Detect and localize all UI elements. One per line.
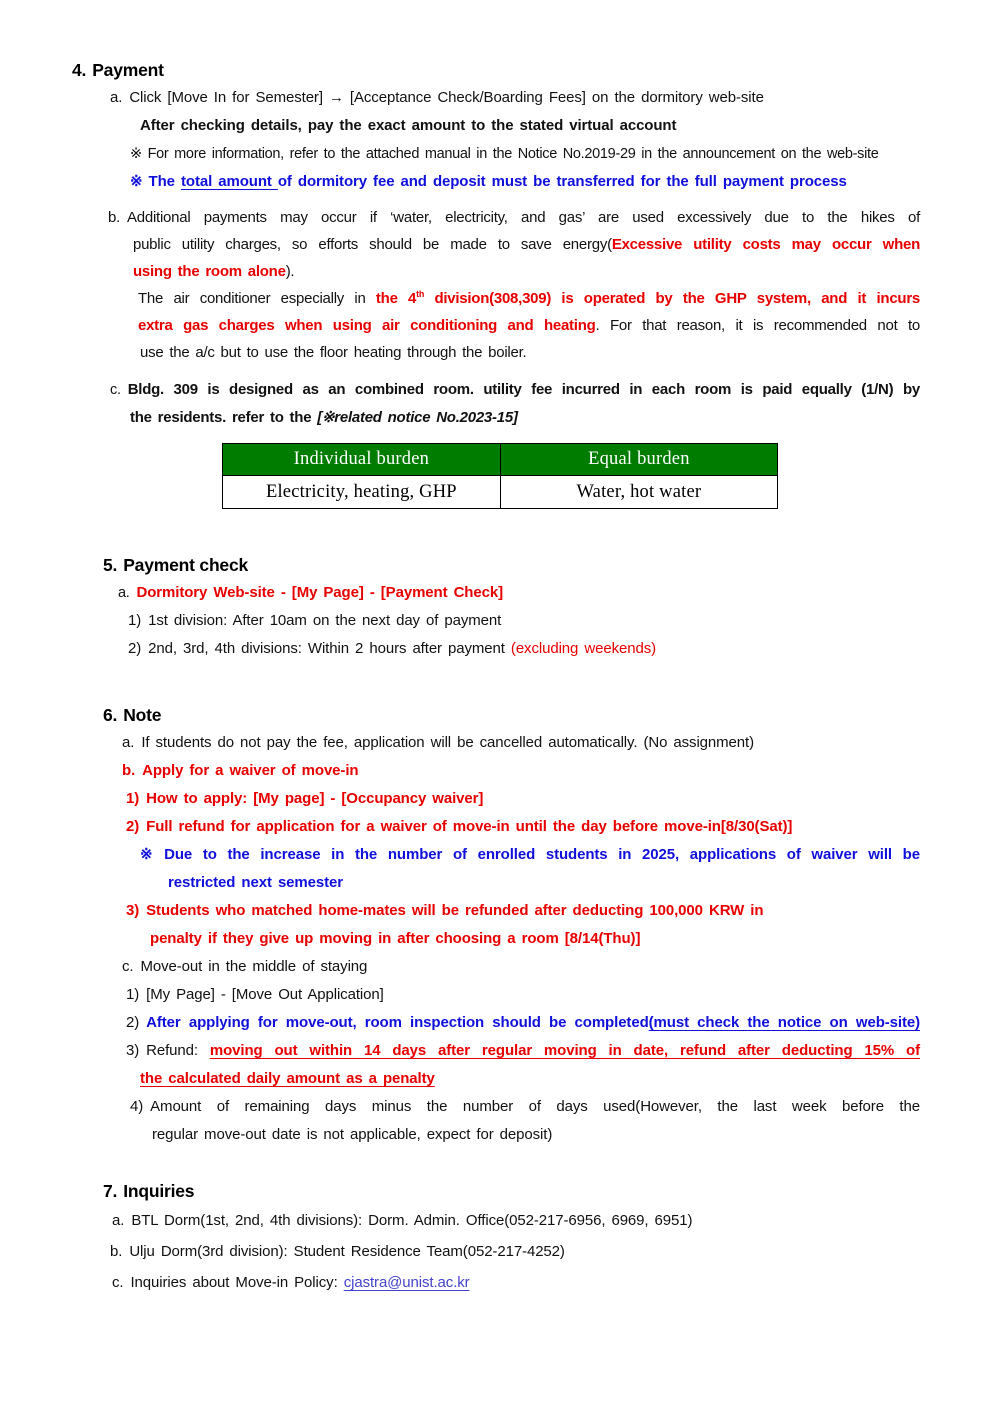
note-item-b3-line1: 3) Students who matched home-mates will be refunded after deducting 100,000 KRW in [126,902,764,919]
section-7-number: 7. [103,1181,118,1201]
section-7-heading [103,1177,920,1205]
inquiries-item-b: b. Ulju Dorm(3rd division): Student Residence Team(052-217-4252) [110,1243,565,1260]
note-item-c: c. Move-out in the middle of staying [122,958,368,975]
item-label: a. [110,89,123,106]
note-item-c4-line2: regular move-out date is not applicable, expect for deposit) [152,1126,553,1143]
section-5-title: Payment check [123,555,249,575]
section-6-heading [103,701,920,729]
payment-item-a-bold-note: After checking details, pay the exact amount to the stated virtual account [140,117,677,134]
item-label: 1) [126,986,140,1003]
table-header-row [223,444,778,476]
payment-check-item-1: 1) 1st division: After 10am on the next day of payment [128,612,502,629]
item-label: c. [112,1274,124,1291]
section-4-number: 4. [72,60,87,80]
section-6-title: Note [123,705,162,725]
payment-item-b-line2: public utility charges, so efforts should be made to save energy(Excessive utility costs may occur when [133,236,920,253]
note-item-c2: 2) After applying for move-out, room inspection should be completed(must check the notice on web-site) [126,1014,920,1031]
payment-item-a [110,84,920,112]
section-4-title: Payment [92,60,164,80]
item-label: b. [108,209,121,226]
payment-item-b-line5: extra gas charges when using air conditioning and heating. For that reason, it is recommended not to [138,317,920,334]
payment-item-c-line2: the residents. refer to the [※related notice No.2023-15] [130,409,518,426]
item-label: 1) [128,612,142,629]
item-label: 2) [128,640,142,657]
payment-item-b-line1: b. Additional payments may occur if ‘water, electricity, and gas’ are used excessively due to the hikes of [108,209,920,226]
note-item-b2: 2) Full refund for application for a waiver of move-in until the day before move-in[8/30(Sat)] [126,818,793,835]
note-item-c3-line2: the calculated daily amount as a penalty [140,1070,435,1087]
underlined-total-amount: total amount [180,173,278,190]
note-waiver-restriction-line2: restricted next semester [168,874,344,891]
note-item-c1: 1) [My Page] - [Move Out Application] [126,986,384,1003]
note-waiver-restriction-line1: ※ Due to the increase in the number of enrolled students in 2025, applications of waiver will be [140,846,920,863]
table-header-equal-burden: Equal burden [500,444,777,476]
item-label: a. [122,734,135,751]
reference-mark: ※ [140,846,158,863]
table-cell-equal: Water, hot water [500,476,777,509]
payment-check-item-2: 2) 2nd, 3rd, 4th divisions: Within 2 hours after payment (excluding weekends) [128,640,657,657]
table-header-individual-burden: Individual burden [223,444,501,476]
item-label: 3) [126,902,140,919]
section-5-number: 5. [103,555,118,575]
related-notice-ref: [※related notice No.2023-15] [317,409,518,426]
payment-item-c-line1: c. Bldg. 309 is designed as an combined room. utility fee incurred in each room is paid equally (1/N) by [110,381,920,398]
table-row [223,476,778,509]
section-4-heading [72,56,920,84]
email-link[interactable]: cjastra@unist.ac.kr [343,1274,470,1291]
payment-item-b-line3: using the room alone). [133,263,295,280]
item-label: 1) [126,790,140,807]
note-item-c4-line1: 4) Amount of remaining days minus the number of days used(However, the last week before the [130,1098,920,1115]
note-item-b1: 1) How to apply: [My page] - [Occupancy waiver] [126,790,484,807]
note-item-a: a. If students do not pay the fee, application will be cancelled automatically. (No assignment) [122,734,754,751]
payment-item-b-line4: The air conditioner especially in the 4th division(308,309) is operated by the GHP system, and it incurs [138,289,920,307]
payment-item-a-text: Click [Move In for Semester] → [Acceptance Check/Boarding Fees] on the dormitory web-site [129,89,764,106]
item-label: 2) [126,1014,140,1031]
item-label: b. [122,762,136,779]
utility-burden-table [222,443,778,509]
section-6-number: 6. [103,705,118,725]
payment-item-b [72,204,920,366]
superscript-th: th [416,289,425,299]
note-item-b: b. Apply for a waiver of move-in [122,762,359,779]
item-label: 2) [126,818,140,835]
item-label: b. [110,1243,123,1260]
payment-check-item-a: a. Dormitory Web-site - [My Page] - [Payment Check] [118,584,503,601]
item-label: 3) [126,1042,140,1059]
payment-transfer-note: ※ The total amount of dormitory fee and deposit must be transferred for the full payment process [130,173,847,190]
inquiries-item-c: c. Inquiries about Move-in Policy: cjastra@unist.ac.kr [112,1274,470,1291]
table-cell-individual: Electricity, heating, GHP [223,476,501,509]
item-label: a. [118,585,130,601]
note-item-b3-line2: penalty if they give up moving in after choosing a room [8/14(Thu)] [150,930,641,947]
section-5-heading [103,551,920,579]
inquiries-item-a: a. BTL Dorm(1st, 2nd, 4th divisions): Dorm. Admin. Office(052-217-6956, 6969, 6951) [112,1212,693,1229]
note-item-c3-line1: 3) Refund: moving out within 14 days after regular moving in date, refund after deducting 15% of [126,1042,920,1059]
payment-item-c [72,376,920,431]
item-label: c. [110,382,121,398]
payment-manual-note: ※ For more information, refer to the attached manual in the Notice No.2019-29 in the announcement on the web-site [130,146,879,162]
section-7-title: Inquiries [123,1181,195,1201]
payment-item-b-line6: use the a/c but to use the floor heating through the boiler. [140,344,527,361]
item-label: c. [122,958,134,975]
excluding-weekends-note: (excluding weekends) [510,640,657,657]
must-check-notice: (must check the notice on web-site) [648,1014,920,1031]
item-label: a. [112,1212,125,1229]
item-label: 4) [130,1098,144,1115]
